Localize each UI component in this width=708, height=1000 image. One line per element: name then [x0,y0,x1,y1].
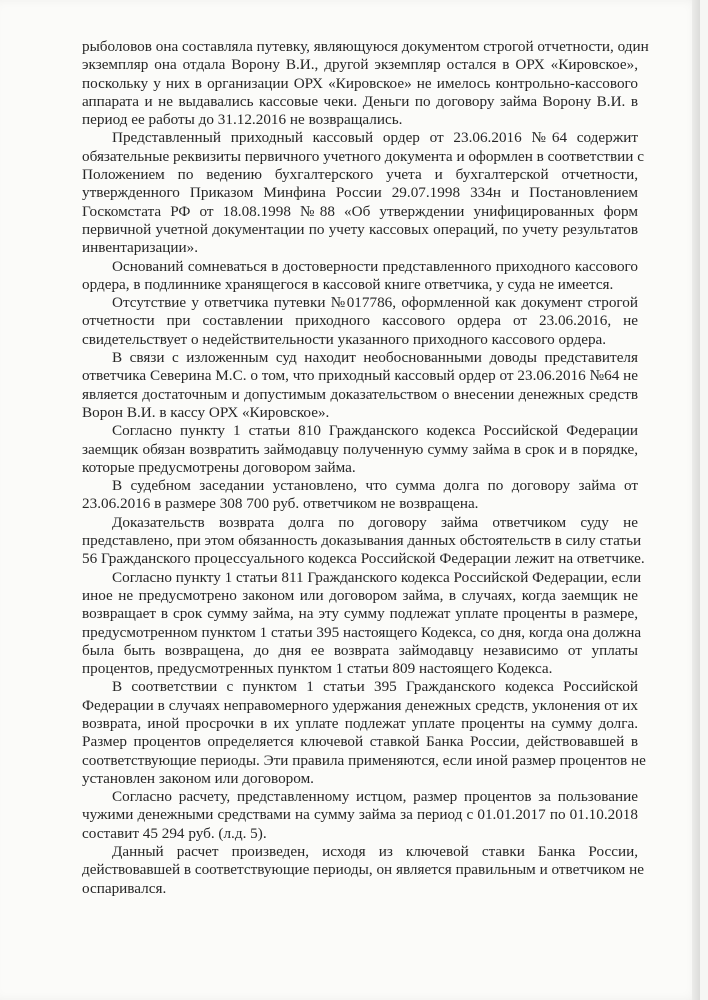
text-line: свидетельствует о недействительности указанного приходного кассового ордера. [82,330,607,348]
text-line: Отсутствие у ответчика путевки №017786, оформленной как документ строгой [112,294,638,312]
text-line: представлено, при этом обязанность доказывания данных обстоятельств в силу статьи [82,532,642,550]
paragraph [82,513,645,569]
paragraph [82,38,649,129]
paragraph [82,258,638,295]
text-line: процентов, предусмотренных пунктом 1 статьи 809 настоящего Кодекса. [82,660,553,678]
text-line: В соответствии с пунктом 1 статьи 395 Гражданского кодекса Российской [112,678,638,696]
text-line: предусмотренном пунктом 1 статьи 395 настоящего Кодекса, со дня, когда она должна [82,623,642,641]
paragraph [82,422,638,477]
text-line: Представленный приходный кассовый ордер от 23.06.2016 №64 содержит [112,129,638,147]
text-line: Согласно пункту 1 статьи 811 Гражданского кодекса Российской Федерации, если [112,568,642,586]
text-line: которые предусмотрены договором займа. [82,458,356,476]
text-line: 56 Гражданского процессуального кодекса Российской Федерации лежит на ответчике. [82,550,645,568]
text-line: установлен законом или договором. [82,769,314,787]
page-edge [692,0,700,1000]
text-line: была быть возвращена, до дня ее возврата займодавцу независимо от уплаты [82,641,638,659]
paragraph [82,129,644,257]
paragraph [82,788,638,843]
text-line: период ее работы до 31.12.2016 не возвращались. [82,111,403,129]
text-line: В судебном заседании установлено, что сумма долга по договору займа от [112,477,638,495]
text-line: Оснований сомневаться в достоверности представленного приходного кассового [112,257,638,275]
text-line: Согласно пункту 1 статьи 810 Гражданского кодекса Российской Федерации [112,422,638,440]
text-line: Данный расчет произведен, исходя из ключевой ставки Банка России, [112,843,638,861]
text-line: иное не предусмотрено законом или договором займа, в случаях, когда заемщик не [82,586,638,604]
text-line: экземпляр она отдала Ворону В.И., другой экземпляр остался в ОРХ «Кировское», [82,56,638,74]
text-line: ответчика Северина М.С. о том, что приходный кассовый ордер от 23.06.2016 №64 не [82,367,638,385]
text-line: составит 45 294 руб. (л.д. 5). [82,824,267,842]
text-line: 23.06.2016 в размере 308 700 руб. ответчиком не возвращена. [82,495,479,513]
text-line: поскольку у них в организации ОРХ «Кировское» не имелось контрольно-кассового [82,74,638,92]
text-line: заемщик обязан возвратить займодавцу полученную сумму займа в срок и в порядке, [82,440,638,458]
text-line: отчетности при составлении приходного кассового ордера от 23.06.2016, не [82,312,638,330]
document-body [82,38,649,898]
text-line: инвентаризации». [82,239,199,257]
text-line: действовавшей в соответствующие периоды, он является правильным и ответчиком не [82,861,644,879]
paragraph [82,568,642,679]
text-line: Госкомстата РФ от 18.08.1998 №88 «Об утверждении унифицированных форм [82,202,638,220]
text-line: В связи с изложенным суд находит необоснованными доводы представителя [112,349,638,367]
text-line: оспаривался. [82,879,167,897]
text-line: утвержденного Приказом Минфина России 29.07.1998 334н и Постановлением [82,184,638,202]
text-line: чужими денежными средствами на сумму займа за период с 01.01.2017 по 01.10.2018 [82,806,638,824]
text-line: рыболовов она составляла путевку, являющуюся документом строгой отчетности, один [82,38,649,55]
text-line: возвращает в срок сумму займа, на эту сумму подлежат уплате проценты в размере, [82,605,638,623]
paragraph [82,294,638,349]
text-line: возврата, иной просрочки в их уплате подлежат уплате проценты на сумму долга. [82,714,638,732]
text-line: Доказательств возврата долга по договору займа ответчиком суду не [112,513,638,531]
text-line: первичной учетной документации по учету кассовых операций, по учету результатов [82,220,638,238]
paragraph [82,349,638,422]
text-line: соответствующие периоды. Эти правила применяются, если иной размер процентов не [82,751,646,769]
text-line: Федерации в случаях неправомерного удержания денежных средств, уклонения от их [82,696,638,714]
paragraph [82,477,638,514]
text-line: Размер процентов определяется ключевой ставкой Банка России, действовавшей в [82,733,638,751]
paragraph [82,678,646,788]
text-line: ордера, в подлиннике хранящегося в кассовой книге ответчика, у суда не имеется. [82,275,614,293]
text-line: Положением по ведению бухгалтерского учета и бухгалтерской отчетности, [82,166,638,184]
text-line: Согласно расчету, представленному истцом, размер процентов за пользование [112,788,638,806]
text-line: обязательные реквизиты первичного учетного документа и оформлен в соответствии с [82,147,644,165]
text-line: аппарата и не выдавались кассовые чеки. Деньги по договору займа Ворону В.И. в [82,92,638,110]
paragraph [82,843,644,898]
text-line: является достаточным и допустимым доказательством о внесении денежных средств [82,385,638,403]
text-line: Ворон В.И. в кассу ОРХ «Кировское». [82,403,330,421]
